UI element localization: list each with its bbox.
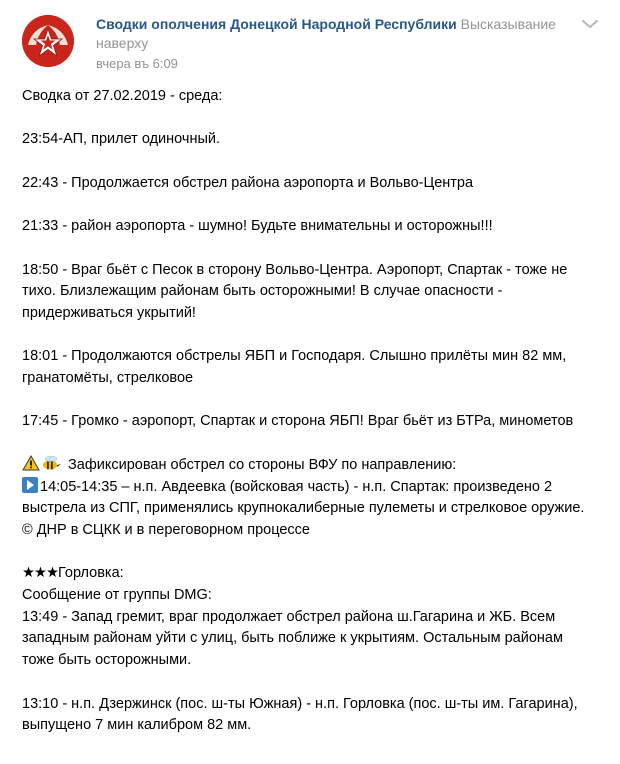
report-entry: 21:33 - район аэропорта - шумно! Будьте внимательны и осторожны!!! bbox=[22, 218, 493, 235]
vfu-header: Зафиксирован обстрел со стороны ВФУ по направлению: bbox=[68, 456, 457, 473]
report-entry: 18:50 - Враг бьёт с Песок в сторону Вольво-Центра. Аэропорт, Спартак - тоже не тихо. Близлежащим районам быть осторожными! В случае опасности - придерживаться укрытий! bbox=[22, 261, 568, 321]
vfu-entry-line bbox=[22, 477, 597, 520]
stars-icon: ★★★ bbox=[22, 565, 58, 582]
post-header bbox=[96, 14, 576, 73]
post-title: Сводка от 27.02.2019 - среда: bbox=[22, 88, 223, 104]
play-button-icon bbox=[22, 477, 38, 493]
vfu-entry: 14:05-14:35 – н.п. Авдеевка (войсковая часть) - н.п. Спартак: произведено 2 выстрела из СПГ, применялись крупнокалиберные пулеметы и стрелковое оружие. bbox=[22, 478, 585, 517]
report-entry: 23:54-АП, прилет одиночный. bbox=[22, 131, 221, 148]
red-star-emblem-icon bbox=[22, 15, 74, 67]
vfu-source: © ДНР в СЦКК и в переговорном процессе bbox=[22, 521, 310, 538]
gorlovka-heading bbox=[22, 563, 597, 585]
gorlovka-entry: 13:10 - н.п. Дзержинск (пос. ш-ты Южная) - н.п. Горловка (пос. ш-ты им. Гагарина), выпущено 7 мин калибром 82 мм. bbox=[22, 695, 578, 734]
post-date[interactable]: вчера въ 6:09 bbox=[96, 56, 178, 71]
post-menu-button[interactable] bbox=[580, 16, 600, 32]
report-entry: 22:43 - Продолжается обстрел района аэропорта и Вольво-Центра bbox=[22, 174, 474, 191]
report-entry: 17:45 - Громко - аэропорт, Спартак и сторона ЯБП! Враг бьёт из БТРа, минометов bbox=[22, 413, 574, 430]
pinned-label: Высказывание bbox=[460, 16, 556, 32]
vfu-header-line bbox=[22, 455, 597, 477]
report-entry: 18:01 - Продолжаются обстрелы ЯБП и Господаря. Слышно прилёты мин 82 мм, гранатомёты, стрелковое bbox=[22, 348, 567, 387]
chevron-down-icon bbox=[580, 16, 600, 32]
dmg-label: Сообщение от группы DMG: bbox=[22, 587, 212, 604]
author-link[interactable]: Сводки ополчения Донецкой Народной Республики bbox=[96, 16, 457, 32]
bee-icon bbox=[40, 455, 62, 471]
post-text bbox=[22, 86, 597, 737]
gorlovka-title: Горловка: bbox=[58, 565, 124, 582]
gorlovka-entry: 13:49 - Запад гремит, враг продолжает обстрел района ш.Гагарина и ЖБ. Всем западным районам уйти с улиц, быть поближе к укрытиям. Остальным районам тоже быть осторожными. bbox=[22, 608, 563, 669]
community-avatar[interactable] bbox=[22, 15, 74, 67]
warning-icon bbox=[22, 455, 40, 471]
pinned-label-continued: наверху bbox=[96, 35, 149, 51]
post-header-line bbox=[96, 14, 576, 34]
